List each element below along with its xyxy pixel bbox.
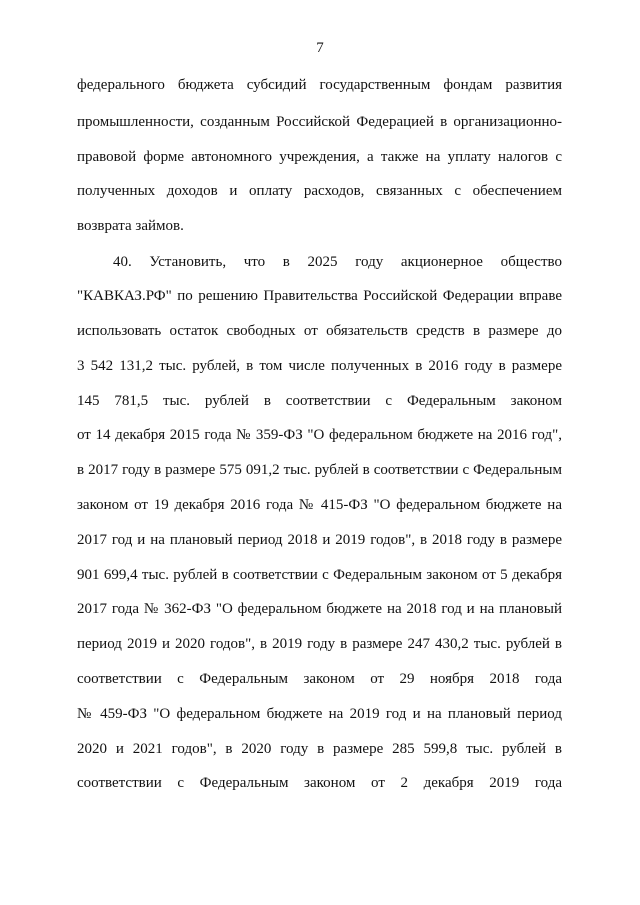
text-line: № 459-ФЗ "О федеральном бюджете на 2019 год и на плановый период [77,706,562,722]
text-line: законом от 19 декабря 2016 года № 415-ФЗ "О федеральном бюджете на [77,497,562,513]
text-line: период 2019 и 2020 годов", в 2019 году в размере 247 430,2 тыс. рублей в [77,636,562,652]
text-line: полученных доходов и оплату расходов, связанных с обеспечением [77,183,562,199]
text-line: федерального бюджета субсидий государственным фондам развития [77,77,562,93]
paragraph-40-first-line: 40. Установить, что в 2025 году акционерное общество [113,254,562,270]
text-line: соответствии с Федеральным законом от 2 декабря 2019 года [77,775,562,791]
text-line: 2017 год и на плановый период 2018 и 2019 годов", в 2018 году в размере [77,532,562,548]
text-line: промышленности, созданным Российской Федерацией в организационно- [77,114,562,130]
text-line: в 2017 году в размере 575 091,2 тыс. рублей в соответствии с Федеральным [77,462,562,478]
text-line: использовать остаток свободных от обязательств средств в размере до [77,323,562,339]
text-line: соответствии с Федеральным законом от 29 ноября 2018 года [77,671,562,687]
text-line: "КАВКАЗ.РФ" по решению Правительства Российской Федерации вправе [77,288,562,304]
text-line: 2017 года № 362-ФЗ "О федеральном бюджете на 2018 год и на плановый [77,601,562,617]
text-line: правовой форме автономного учреждения, а также на уплату налогов с [77,149,562,165]
text-line: возврата займов. [77,218,184,234]
page-number: 7 [316,40,324,56]
text-line: 3 542 131,2 тыс. рублей, в том числе полученных в 2016 году в размере [77,358,562,374]
text-line: от 14 декабря 2015 года № 359-ФЗ "О федеральном бюджете на 2016 год", [77,427,562,443]
text-line: 2020 и 2021 годов", в 2020 году в размере 285 599,8 тыс. рублей в [77,741,562,757]
text-line: 901 699,4 тыс. рублей в соответствии с Федеральным законом от 5 декабря [77,567,562,583]
text-line: 145 781,5 тыс. рублей в соответствии с Федеральным законом [77,393,562,409]
